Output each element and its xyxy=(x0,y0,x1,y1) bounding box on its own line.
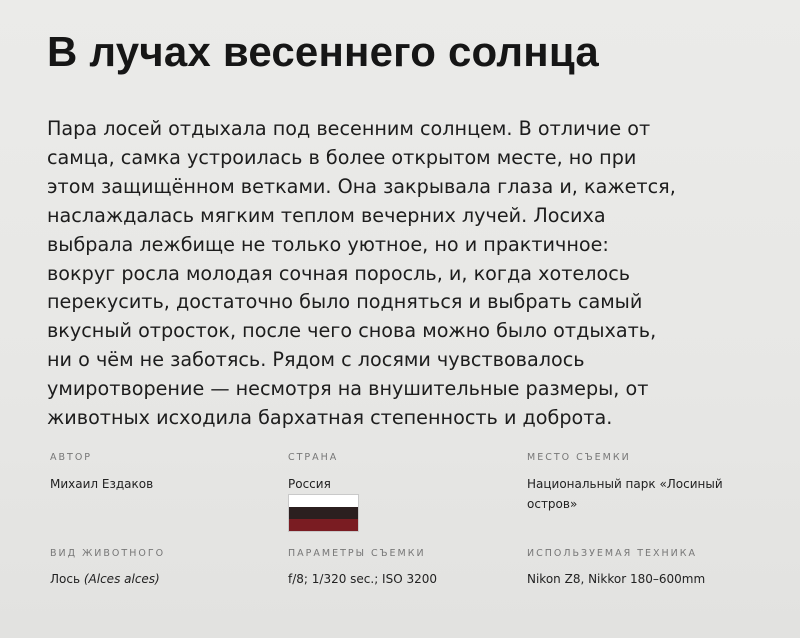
author-value: Михаил Ездаков xyxy=(50,477,154,491)
author-label: АВТОР xyxy=(50,452,93,463)
russia-flag-icon xyxy=(288,494,359,532)
species-latin-name: (Alces alces) xyxy=(83,572,160,586)
description-line: умиротворение — несмотря на внушительные размеры, от xyxy=(47,377,649,401)
location-value-line: остров» xyxy=(527,497,578,511)
description-line: самца, самка устроилась в более открытом месте, но при xyxy=(47,145,637,169)
description-line: выбрала лежбище не только уютное, но и практичное: xyxy=(47,232,609,256)
plaque-description xyxy=(47,115,747,433)
country-value: Россия xyxy=(288,477,331,491)
species-common-name: Лось xyxy=(50,572,84,586)
description-line: ни о чём не заботясь. Рядом с лосями чувствовалось xyxy=(47,348,585,372)
country-label: СТРАНА xyxy=(288,452,339,463)
description-line: Пара лосей отдыхала под весенним солнцем. В отличие от xyxy=(47,117,651,140)
plaque-title: В лучах весеннего солнца xyxy=(47,28,599,75)
description-line: вкусный отросток, после чего снова можно было отдыхать, xyxy=(47,319,657,343)
description-line: животных исходила бархатная степенность и доброта. xyxy=(47,406,613,430)
flag-stripe-top xyxy=(289,495,358,507)
equipment-label: ИСПОЛЬЗУЕМАЯ ТЕХНИКА xyxy=(527,548,698,559)
equipment-value: Nikon Z8, Nikkor 180–600mm xyxy=(527,572,706,586)
location-value-line: Национальный парк «Лосиный xyxy=(527,477,723,491)
description-line: вокруг росла молодая сочная поросль, и, когда хотелось xyxy=(47,261,631,285)
description-line: перекусить, достаточно было подняться и выбрать самый xyxy=(47,290,643,314)
description-line: наслаждалась мягким теплом вечерних лучей. Лосиха xyxy=(47,203,606,227)
settings-value: f/8; 1/320 sec.; ISO 3200 xyxy=(288,572,438,586)
settings-label: ПАРАМЕТРЫ СЪЕМКИ xyxy=(288,548,426,559)
flag-stripe-bottom xyxy=(289,519,358,531)
species-label: ВИД ЖИВОТНОГО xyxy=(50,548,166,559)
species-value xyxy=(50,569,160,589)
description-line: этом защищённом ветками. Она закрывала глаза и, кажется, xyxy=(47,174,676,198)
location-label: МЕСТО СЪЕМКИ xyxy=(527,452,631,463)
flag-stripe-middle xyxy=(289,507,358,519)
location-value xyxy=(527,474,767,514)
